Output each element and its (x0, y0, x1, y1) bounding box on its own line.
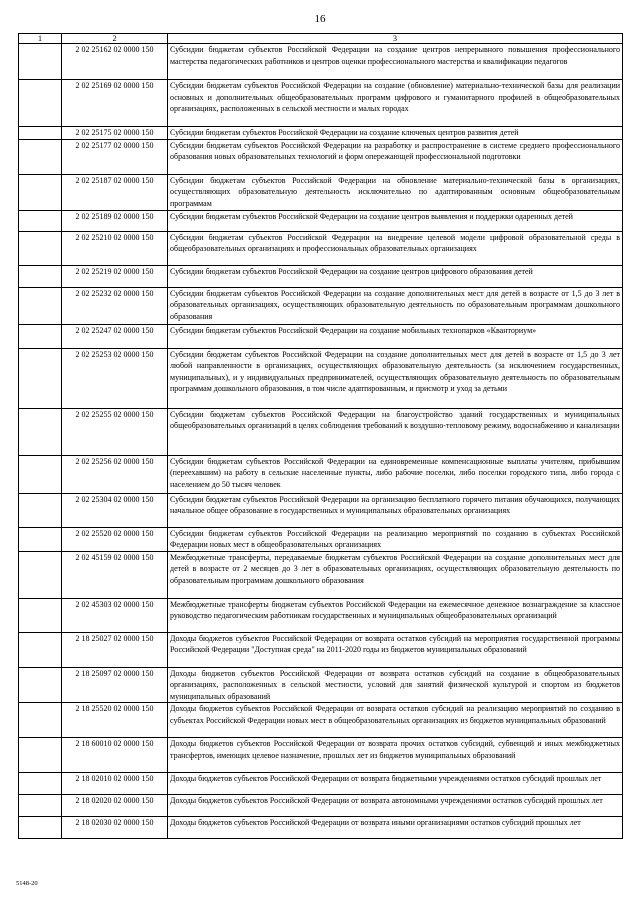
income-description: Доходы бюджетов субъектов Российской Федерации от возврата автономными учреждениями остатков субсидий прошлых лет (168, 795, 623, 817)
income-description: Субсидии бюджетам субъектов Российской Федерации на внедрение целевой модели цифровой образовательной среды в общеобразовательных организациях и профессиональных образовательных организациях (168, 231, 623, 265)
income-description: Субсидии бюджетам субъектов Российской Федерации на создание ключевых центров развития детей (168, 127, 623, 140)
classification-code: 2 18 25027 02 0000 150 (62, 632, 168, 667)
classification-code: 2 02 25304 02 0000 150 (62, 493, 168, 527)
table-row (19, 795, 623, 817)
table-row (19, 738, 623, 773)
table-row (19, 667, 623, 703)
table-row (19, 817, 623, 839)
table-row (19, 773, 623, 795)
income-description: Субсидии бюджетам субъектов Российской Федерации на организацию бесплатного горячего питания обучающихся, получающих начальное общее образование в государственных и муниципальных образовательных организациях (168, 493, 623, 527)
table-row (19, 139, 623, 174)
table-row (19, 408, 623, 455)
income-description: Субсидии бюджетам субъектов Российской Федерации на создание центров непрерывного повышения профессионального мастерства педагогических работников и центров оценки профессионального мастерства и квалификации педагогов (168, 44, 623, 80)
table-header-row (19, 34, 623, 44)
income-description: Доходы бюджетов субъектов Российской Федерации от возврата прочих остатков субсидий, субвенций и иных межбюджетных трансфертов, имеющих целевое назначение, прошлых лет из бюджетов муниципальных образований (168, 738, 623, 773)
income-description: Субсидии бюджетам субъектов Российской Федерации на создание центров цифрового образования детей (168, 265, 623, 287)
table-row (19, 80, 623, 127)
row-number-cell (19, 455, 62, 493)
classification-code: 2 18 02010 02 0000 150 (62, 773, 168, 795)
classification-code: 2 02 25256 02 0000 150 (62, 455, 168, 493)
income-description: Субсидии бюджетам субъектов Российской Федерации на обновление материально-технической базы в организациях, осуществляющих образовательную деятельность исключительно по адаптированным основным общеобразовательным программам (168, 174, 623, 210)
row-number-cell (19, 703, 62, 738)
table-row (19, 703, 623, 738)
income-description: Субсидии бюджетам субъектов Российской Федерации на создание (обновление) материально-технической базы для реализации основных и дополнительных общеобразовательных программ цифрового и гуманитарного профилей в общеобразовательных организациях, расположенных в сельской местности и малых городах (168, 80, 623, 127)
income-description: Субсидии бюджетам субъектов Российской Федерации на разработку и распространение в системе среднего профессионального образования новых образовательных технологий и форм опережающей профессиональной подготовки (168, 139, 623, 174)
classification-code: 2 02 25232 02 0000 150 (62, 287, 168, 324)
column-header-2: 2 (62, 34, 168, 44)
row-number-cell (19, 265, 62, 287)
classification-code: 2 02 25175 02 0000 150 (62, 127, 168, 140)
income-description: Межбюджетные трансферты, передаваемые бюджетам субъектов Российской Федерации на создание дополнительных мест для детей в возрасте от 2 месяцев до 3 лет в образовательных организациях, осуществляющих образовательную деятельность по образовательным программам дошкольного образования (168, 551, 623, 598)
income-description: Субсидии бюджетам субъектов Российской Федерации на единовременные компенсационные выплаты учителям, прибывшим (переехавшим) на работу в сельские населенные пункты, либо рабочие поселки, либо поселки городского типа, либо города с населением до 50 тысяч человек (168, 455, 623, 493)
row-number-cell (19, 817, 62, 839)
classification-code: 2 18 60010 02 0000 150 (62, 738, 168, 773)
row-number-cell (19, 632, 62, 667)
row-number-cell (19, 231, 62, 265)
row-number-cell (19, 348, 62, 408)
income-description: Доходы бюджетов субъектов Российской Федерации от возврата остатков субсидий на реализацию мероприятий по созданию в субъектах Российской Федерации новых мест в общеобразовательных организациях из бюджетов муниципальных образований (168, 703, 623, 738)
classification-code: 2 02 25187 02 0000 150 (62, 174, 168, 210)
row-number-cell (19, 139, 62, 174)
table-row (19, 44, 623, 80)
income-description: Субсидии бюджетам субъектов Российской Федерации на создание дополнительных мест для детей в возрасте от 1,5 до 3 лет любой направленности в организациях, осуществляющих образовательную деятельность (за исключением государственных, муниципальных), и у индивидуальных предпринимателей, осуществляющих образовательную деятельность по образовательным программам дошкольного образования, в том числе адаптированным, и присмотр и уход за детьми (168, 348, 623, 408)
row-number-cell (19, 738, 62, 773)
row-number-cell (19, 408, 62, 455)
classification-code: 2 02 25253 02 0000 150 (62, 348, 168, 408)
table-row (19, 551, 623, 598)
table-row (19, 287, 623, 324)
income-description: Субсидии бюджетам субъектов Российской Федерации на реализацию мероприятий по созданию в субъектах Российской Федерации новых мест в общеобразовательных организациях (168, 527, 623, 551)
classification-code: 2 02 25177 02 0000 150 (62, 139, 168, 174)
classification-code: 2 02 25255 02 0000 150 (62, 408, 168, 455)
table-row (19, 455, 623, 493)
row-number-cell (19, 527, 62, 551)
classification-code: 2 18 02020 02 0000 150 (62, 795, 168, 817)
classification-code: 2 02 25219 02 0000 150 (62, 265, 168, 287)
table-body (19, 44, 623, 839)
classification-code: 2 02 25189 02 0000 150 (62, 210, 168, 231)
column-header-1: 1 (19, 34, 62, 44)
row-number-cell (19, 44, 62, 80)
classification-code: 2 02 45303 02 0000 150 (62, 598, 168, 632)
income-description: Субсидии бюджетам субъектов Российской Федерации на создание мобильных технопарков «Кванториум» (168, 324, 623, 348)
table-row (19, 127, 623, 140)
row-number-cell (19, 493, 62, 527)
income-description: Межбюджетные трансферты бюджетам субъектов Российской Федерации на ежемесячное денежное вознаграждение за классное руководство педагогическим работникам государственных и муниципальных общеобразовательных организаций (168, 598, 623, 632)
table-row (19, 493, 623, 527)
table-row (19, 632, 623, 667)
classification-code: 2 02 25247 02 0000 150 (62, 324, 168, 348)
classification-code: 2 18 25520 02 0000 150 (62, 703, 168, 738)
income-description: Субсидии бюджетам субъектов Российской Федерации на благоустройство зданий государственных и муниципальных общеобразовательных организаций в целях соблюдения требований к воздушно-тепловому режиму, водоснабжению и канализации (168, 408, 623, 455)
document-footer-code: 5148-20 (16, 880, 38, 887)
row-number-cell (19, 210, 62, 231)
row-number-cell (19, 324, 62, 348)
classification-code: 2 02 25520 02 0000 150 (62, 527, 168, 551)
table-row (19, 348, 623, 408)
table-row (19, 265, 623, 287)
row-number-cell (19, 287, 62, 324)
income-description: Доходы бюджетов субъектов Российской Федерации от возврата бюджетными учреждениями остатков субсидий прошлых лет (168, 773, 623, 795)
classification-code: 2 02 45159 02 0000 150 (62, 551, 168, 598)
table-row (19, 231, 623, 265)
table-row (19, 174, 623, 210)
table-row (19, 324, 623, 348)
row-number-cell (19, 773, 62, 795)
column-header-3: 3 (168, 34, 623, 44)
table-row (19, 598, 623, 632)
classification-code: 2 18 25097 02 0000 150 (62, 667, 168, 703)
income-description: Субсидии бюджетам субъектов Российской Федерации на создание дополнительных мест для детей в возрасте от 1,5 до 3 лет в образовательных организациях, осуществляющих образовательную деятельность по образовательным программам дошкольного образования (168, 287, 623, 324)
classification-code: 2 02 25169 02 0000 150 (62, 80, 168, 127)
row-number-cell (19, 551, 62, 598)
row-number-cell (19, 667, 62, 703)
row-number-cell (19, 795, 62, 817)
table-row (19, 210, 623, 231)
table-row (19, 527, 623, 551)
classification-code: 2 18 02030 02 0000 150 (62, 817, 168, 839)
income-description: Доходы бюджетов субъектов Российской Федерации от возврата остатков субсидий на создание в общеобразовательных организациях, расположенных в сельской местности, условий для занятий физической культурой и спортом из бюджетов муниципальных образований (168, 667, 623, 703)
income-description: Доходы бюджетов субъектов Российской Федерации от возврата остатков субсидий на мероприятия государственной программы Российской Федерации "Доступная среда" на 2011-2020 годы из бюджетов муниципальных образований (168, 632, 623, 667)
document-table (18, 33, 623, 839)
row-number-cell (19, 80, 62, 127)
row-number-cell (19, 127, 62, 140)
classification-code: 2 02 25162 02 0000 150 (62, 44, 168, 80)
page-number: 16 (314, 13, 326, 25)
income-description: Субсидии бюджетам субъектов Российской Федерации на создание центров выявления и поддержки одаренных детей (168, 210, 623, 231)
classification-code: 2 02 25210 02 0000 150 (62, 231, 168, 265)
income-description: Доходы бюджетов субъектов Российской Федерации от возврата иными организациями остатков субсидий прошлых лет (168, 817, 623, 839)
row-number-cell (19, 598, 62, 632)
row-number-cell (19, 174, 62, 210)
